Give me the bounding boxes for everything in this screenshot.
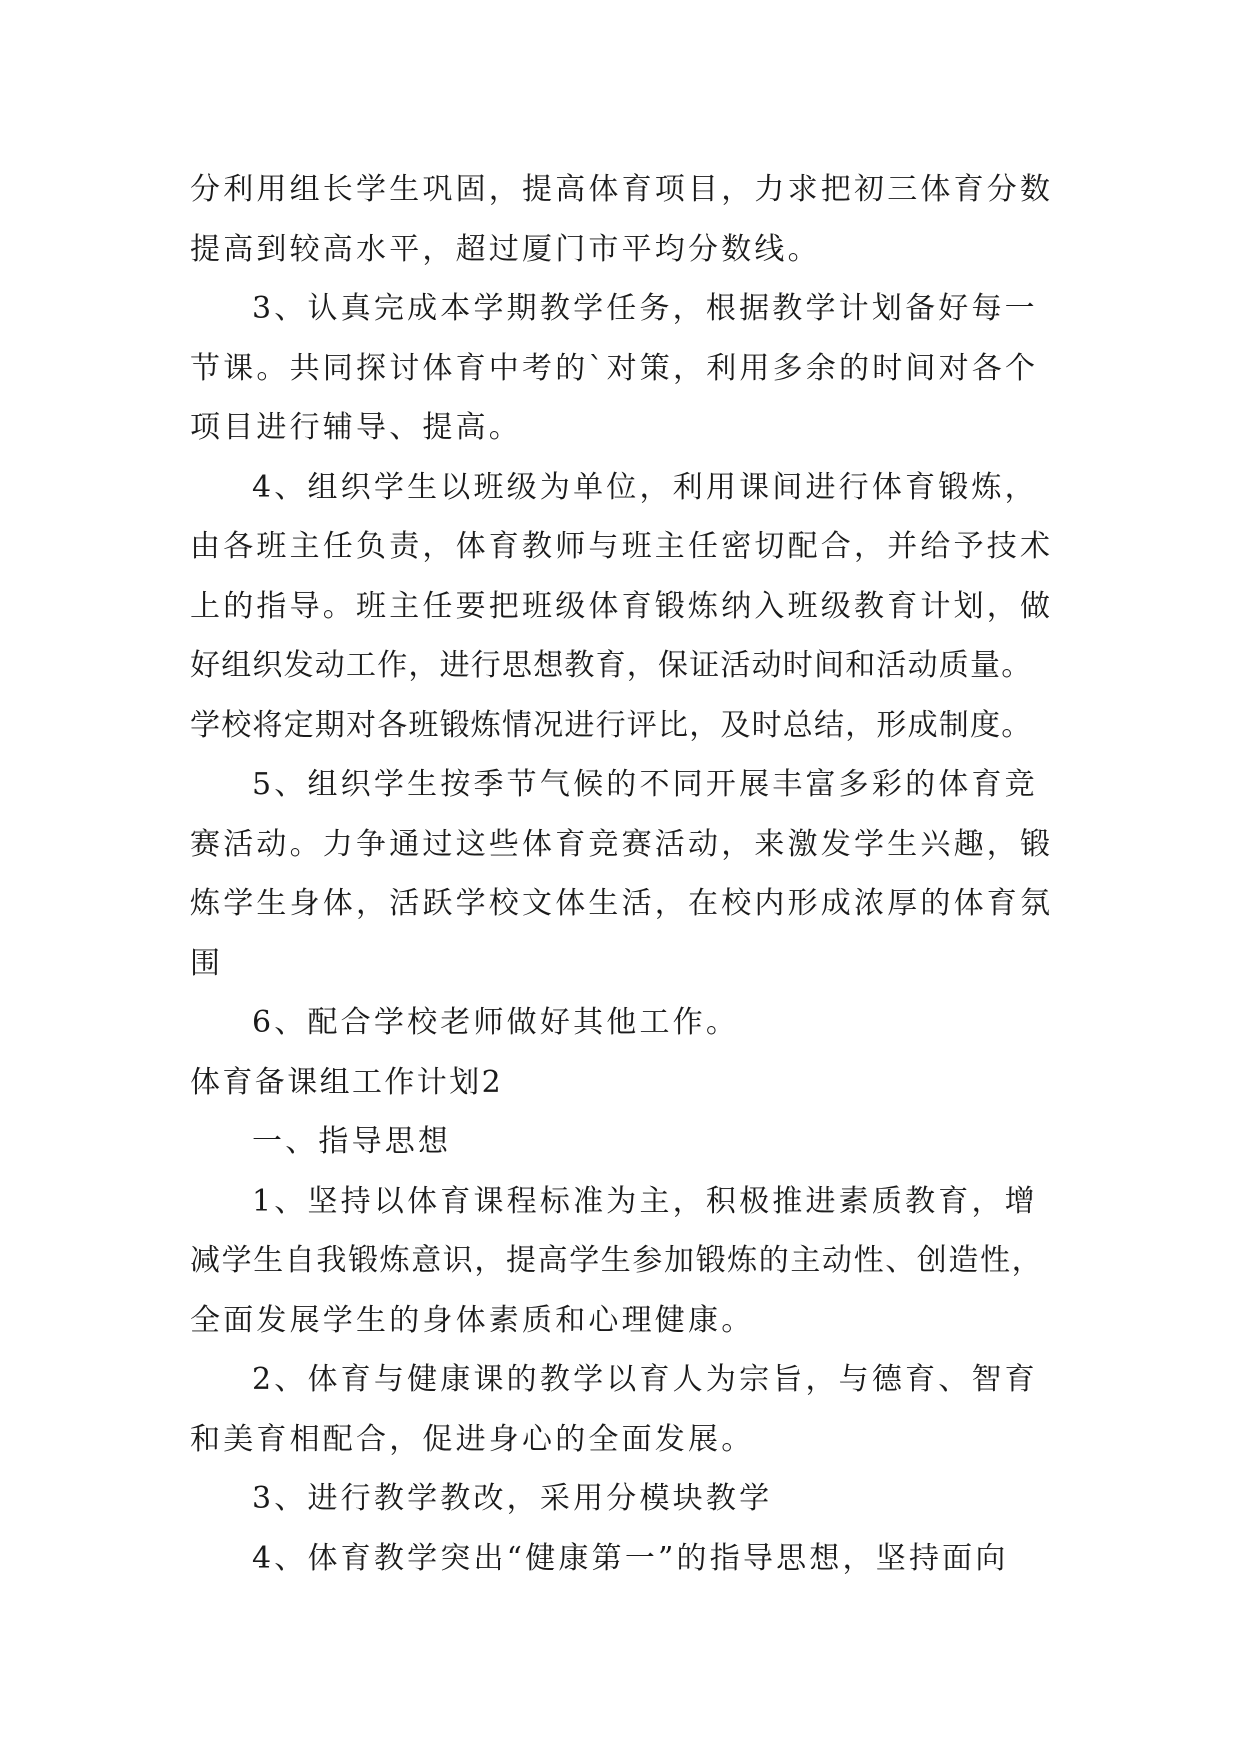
paragraph-start-line: 5、组织学生按季节气候的不同开展丰富多彩的体育竞 xyxy=(252,767,1038,802)
paragraph-start-line: 3、进行教学教改，采用分模块教学 xyxy=(252,1481,773,1516)
section-title: 体育备课组工作计划2 xyxy=(190,1064,504,1100)
paragraph-start-line: 2、体育与健康课的教学以育人为宗旨，与德育、智育 xyxy=(252,1362,1038,1397)
text-line: 学校将定期对各班锻炼情况进行评比，及时总结，形成制度。 xyxy=(190,707,1033,743)
text-line: 减学生自我锻炼意识，提高学生参加锻炼的主动性、创造性， xyxy=(190,1243,1044,1278)
text-line: 由各班主任负责，体育教师与班主任密切配合，并给予技术 xyxy=(190,529,1054,564)
text-line: 分利用组长学生巩固，提高体育项目，力求把初三体育分数 xyxy=(190,172,1054,207)
paragraph-start-line: 4、组织学生以班级为单位，利用课间进行体育锻炼， xyxy=(252,469,1038,505)
paragraph-start-line: 1、坚持以体育课程标准为主，积极推进素质教育，增 xyxy=(252,1183,1038,1219)
text-line: 节课。共同探讨体育中考的`对策，利用多余的时间对各个 xyxy=(190,350,1039,386)
text-line: 好组织发动工作，进行思想教育，保证活动时间和活动质量。 xyxy=(190,648,1033,683)
text-line: 赛活动。力争通过这些体育竞赛活动，来激发学生兴趣，锻 xyxy=(190,826,1054,862)
paragraph-start-line: 4、体育教学突出“健康第一”的指导思想，坚持面向 xyxy=(252,1540,1009,1576)
text-line: 全面发展学生的身体素质和心理健康。 xyxy=(190,1302,755,1338)
text-line: 围 xyxy=(190,945,224,981)
paragraph-start-line: 3、认真完成本学期教学任务，根据教学计划备好每一 xyxy=(252,291,1038,326)
text-line: 炼学生身体，活跃学校文体生活，在校内形成浓厚的体育氛 xyxy=(190,886,1054,921)
text-line: 提高到较高水平，超过厦门市平均分数线。 xyxy=(190,231,821,267)
paragraph-start-line: 6、配合学校老师做好其他工作。 xyxy=(252,1005,740,1040)
section-heading: 一、指导思想 xyxy=(252,1124,452,1159)
text-line: 上的指导。班主任要把班级体育锻炼纳入班级教育计划，做 xyxy=(190,588,1054,624)
text-line: 和美育相配合，促进身心的全面发展。 xyxy=(190,1421,755,1457)
document-body xyxy=(190,160,1054,1588)
text-line: 项目进行辅导、提高。 xyxy=(190,410,522,445)
